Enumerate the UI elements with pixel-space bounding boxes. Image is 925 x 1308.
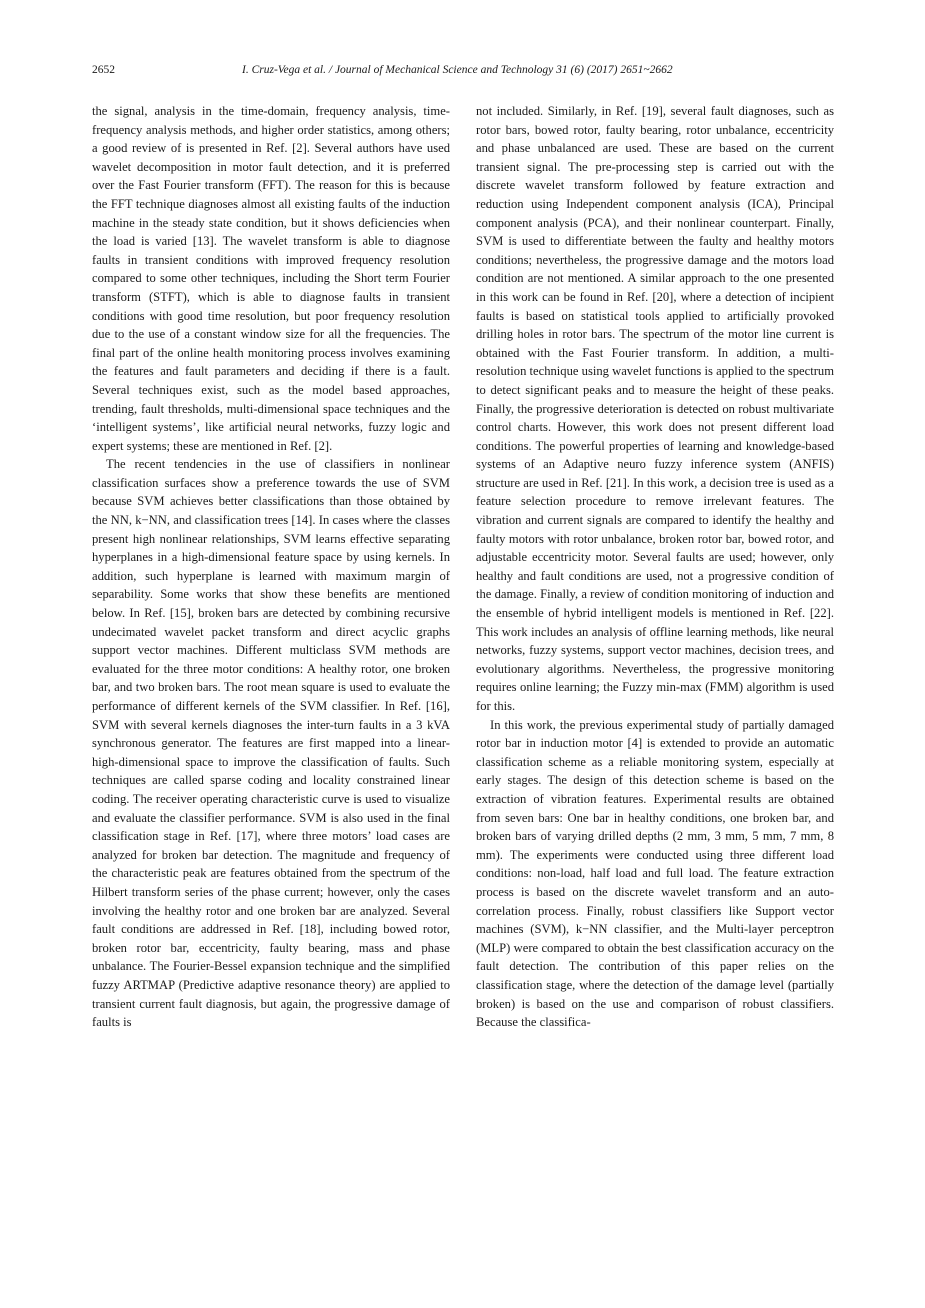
paragraph: the signal, analysis in the time-domain, frequency analysis, time-frequency analysis methods, and higher order statistics, among others; a good review of is presented in Ref. [2]. Several authors have used wavelet decomposition in motor fault detection, and it is preferred over the Fast Fourier transform (FFT). The reason for this is because the FFT technique diagnoses almost all existing faults of the induction machine in the steady state condition, but it shows deficiencies when the load is varied [13]. The wavelet transform is able to diagnose faults in transient conditions with improved frequency resolution compared to some other techniques, including the Short term Fourier transform (STFT), which is able to diagnose faults in transient conditions with good time resolution, but poor frequency resolution due to the use of a constant window size for all the frequencies. The final part of the online health monitoring process involves examining the features and fault parameters and deciding if there is a fault. Several techniques exist, such as the model based approaches, trending, fault thresholds, multi-dimensional space techniques and the ‘intelligent systems’, like artificial neural networks, fuzzy logic and expert systems; these are mentioned in Ref. [2]. xyxy=(92,104,450,453)
paragraph: The recent tendencies in the use of classifiers in nonlinear classification surfaces show a preference towards the use of SVM because SVM achieves better classifications than those obtained by the NN, k−NN, and classification trees [14]. In cases where the classes present high nonlinear relationships, SVM learns effective separating hyperplanes in a high-dimensional feature space by using kernels. In addition, such hyperplane is learned with maximum margin of separability. Some works that show these benefits are mentioned below. In Ref. [15], broken bars are detected by combining recursive undecimated wavelet packet transform and direct acyclic graphs support vector machines. Different multiclass SVM methods are evaluated for the three motor conditions: A healthy rotor, one broken bar, and two broken bars. The root mean square is used to evaluate the performance of different kernels of the SVM classifier. In Ref. [16], SVM with several kernels diagnoses the inter-turn faults in a 3 kVA synchronous generator. The features are first mapped into a linear-high-dimensional space to improve the classification of faults. Such techniques are called sparse coding and locality constrained linear coding. The receiver operating characteristic curve is used to visualize and evaluate the classifier performance. SVM is also used in the final classification stage in Ref. [17], where three motors’ load cases are analyzed for broken bar detection. The magnitude and frequency of the characteristic peak are features obtained from the spectrum of the Hilbert transform series of the phase current; however, only the cases involving the healthy rotor and one broken bar are analyzed. Several fault conditions are addressed in Ref. [18], including bowed rotor, broken rotor bar, eccentricity, faulty bearing, mass and phase unbalance. The Fourier-Bessel expansion technique and the simplified fuzzy ARTMAP (Predictive adaptive resonance theory) are applied to transient current fault diagnosis, but again, the progressive damage of faults is xyxy=(92,457,450,1030)
page-header xyxy=(92,64,834,82)
paragraph: not included. Similarly, in Ref. [19], several fault diagnoses, such as rotor bars, bowed rotor, faulty bearing, rotor unbalance, eccentricity and phase unbalanced are used. These are based on the current transient signal. The pre-processing step is carried out with the discrete wavelet transform followed by feature extraction and reduction using Independent component analysis (ICA), Principal component analysis (PCA), and their nonlinear counterpart. Finally, SVM is used to differentiate between the faulty and healthy motors conditions; nevertheless, the progressive damage and the motors load condition are not mentioned. A similar approach to the one presented in this work can be found in Ref. [20], where a detection of incipient faults is based on statistical tools applied to artificially provoked drilling holes in rotor bars. The spectrum of the motor line current is obtained with the Fast Fourier transform. In addition, a multi-resolution technique using wavelet functions is applied to the spectrum to detect significant peaks and to measure the height of these peaks. Finally, the progressive deterioration is detected on robust multivariate control charts. However, this work does not present different load conditions. The powerful properties of learning and knowledge-based systems of an Adaptive neuro fuzzy inference system (ANFIS) structure are used in Ref. [21]. In this work, a decision tree is used as a feature selection procedure to remove irrelevant features. The vibration and current signals are compared to identify the healthy and faulty motors with rotor unbalance, broken rotor bar, bowed rotor, and adjustable eccentricity motor. Several faults are used; however, only healthy and fault conditions are used, not a progressive condition of the damage. Finally, a review of condition monitoring of induction and the ensemble of hybrid intelligent models is mentioned in Ref. [22]. This work includes an analysis of offline learning methods, like neural networks, fuzzy systems, support vector machines, decision trees, and evolutionary algorithms. Nevertheless, the progressive monitoring requires online learning; the Fuzzy min-max (FMM) algorithm is used for this. xyxy=(476,104,834,713)
right-column xyxy=(476,102,834,1032)
page-number: 2652 xyxy=(92,64,115,76)
left-column xyxy=(92,102,450,1032)
running-head: I. Cruz-Vega et al. / Journal of Mechanical Science and Technology 31 (6) (2017) 2651~2662 xyxy=(242,64,673,76)
paragraph: In this work, the previous experimental study of partially damaged rotor bar in induction motor [4] is extended to provide an automatic classification scheme as a reliable monitoring system, especially at early stages. The design of this detection scheme is based on the extraction of vibration features. Experimental results are obtained from seven bars: One bar in healthy conditions, one broken bar, and broken bars of varying drilled depths (2 mm, 3 mm, 5 mm, 7 mm, 8 mm). The experiments were conducted using three different load conditions: non-load, half load and full load. The feature extraction process is based on the discrete wavelet transform and an auto-correlation process. Finally, robust classifiers like Support vector machines (SVM), k−NN classifier, and the Multi-layer perceptron (MLP) were compared to obtain the best classification accuracy on the fault detection. The contribution of this paper relies on the classification stage, where the detection of the damage level (partially broken) is based on the use and comparison of robust classifiers. Because the classifica- xyxy=(476,717,834,1030)
